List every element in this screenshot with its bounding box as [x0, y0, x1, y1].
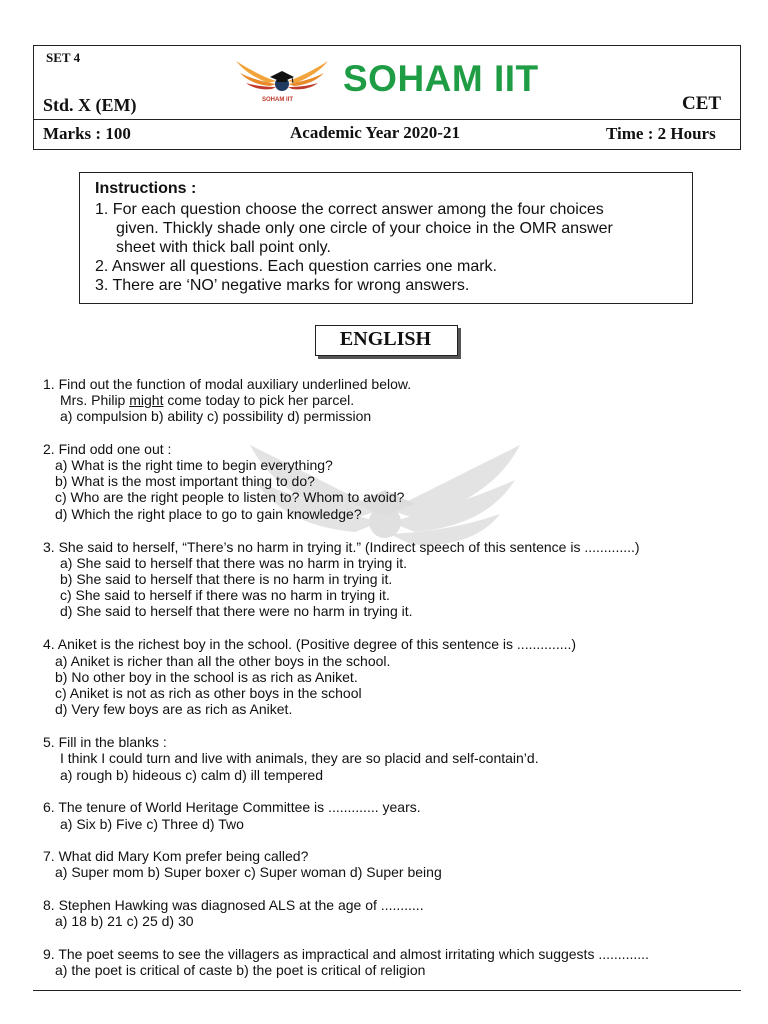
marks-label: Marks : 100: [43, 124, 131, 143]
instruction-line: 1. For each question choose the correct answer among the four choices: [95, 201, 604, 218]
question-option: c) Who are the right people to listen to? Whom to avoid?: [55, 489, 405, 505]
question-options: a) rough b) hideous c) calm d) ill tempered: [60, 767, 324, 783]
question-option: d) Which the right place to go to gain knowledge?: [55, 506, 362, 522]
question-sentence: [60, 392, 354, 408]
question-option: c) Aniket is not as rich as other boys in the school: [55, 685, 362, 701]
section-title: ENGLISH: [339, 328, 432, 350]
question-option: b) What is the most important thing to do?: [55, 473, 315, 489]
question-options: a) compulsion b) ability c) possibility d) permission: [60, 408, 372, 424]
academic-year-label: Academic Year 2020-21: [290, 123, 460, 142]
header-bottom-rule: [33, 149, 741, 150]
question-stem: 1. Find out the function of modal auxiliary underlined below.: [43, 376, 412, 392]
question-option: a) She said to herself that there was no harm in trying it.: [60, 555, 408, 571]
question-option: b) No other boy in the school is as rich as Aniket.: [55, 669, 358, 685]
instruction-line: given. Thickly shade only one circle of your choice in the OMR answer: [116, 220, 613, 237]
header-divider: [33, 119, 741, 120]
question-option: a) Aniket is richer than all the other boys in the school.: [55, 653, 391, 669]
standard-label: Std. X (EM): [43, 95, 137, 115]
question-stem: 3. She said to herself, “There’s no harm in trying it.” (Indirect speech of this sentence is .............): [43, 539, 640, 555]
instruction-line: 3. There are ‘NO’ negative marks for wrong answers.: [95, 277, 470, 294]
question-option: d) She said to herself that there were no harm in trying it.: [60, 603, 413, 619]
instructions-title: Instructions :: [95, 180, 197, 197]
question-stem: 5. Fill in the blanks :: [43, 734, 167, 750]
question-options: a) Super mom b) Super boxer c) Super woman d) Super being: [55, 864, 442, 880]
question-stem: 2. Find odd one out :: [43, 441, 172, 457]
time-label: Time : 2 Hours: [606, 124, 716, 143]
question-options: a) 18 b) 21 c) 25 d) 30: [55, 913, 194, 929]
question-stem: 6. The tenure of World Heritage Committee is ............. years.: [43, 799, 421, 815]
question-stem: 4. Aniket is the richest boy in the school. (Positive degree of this sentence is ..............): [43, 636, 577, 652]
question-option: c) She said to herself if there was no harm in trying it.: [60, 587, 390, 603]
brand-title: SOHAM IIT: [343, 58, 539, 99]
sentence-text: come today to pick her parcel.: [163, 392, 355, 408]
footer-rule: [33, 990, 741, 991]
question-option: a) What is the right time to begin everything?: [55, 457, 333, 473]
underlined-word: might: [129, 392, 164, 408]
question-options: a) Six b) Five c) Three d) Two: [60, 816, 244, 832]
instruction-line: sheet with thick ball point only.: [116, 239, 331, 256]
question-option: b) She said to herself that there is no harm in trying it.: [60, 571, 393, 587]
question-sentence: I think I could turn and live with animals, they are so placid and self-contain’d.: [60, 750, 539, 766]
question-option: d) Very few boys are as rich as Aniket.: [55, 701, 293, 717]
question-stem: 7. What did Mary Kom prefer being called?: [43, 848, 309, 864]
question-options: a) the poet is critical of caste b) the poet is critical of religion: [55, 962, 426, 978]
sentence-text: Mrs. Philip: [60, 392, 130, 408]
question-stem: 9. The poet seems to see the villagers as impractical and almost irritating which suggests .............: [43, 946, 649, 962]
set-label: SET 4: [46, 50, 81, 65]
logo-caption: SOHAM IIT: [262, 97, 293, 103]
exam-label: CET: [682, 93, 722, 114]
question-stem: 8. Stephen Hawking was diagnosed ALS at the age of ...........: [43, 897, 424, 913]
instruction-line: 2. Answer all questions. Each question carries one mark.: [95, 258, 497, 275]
